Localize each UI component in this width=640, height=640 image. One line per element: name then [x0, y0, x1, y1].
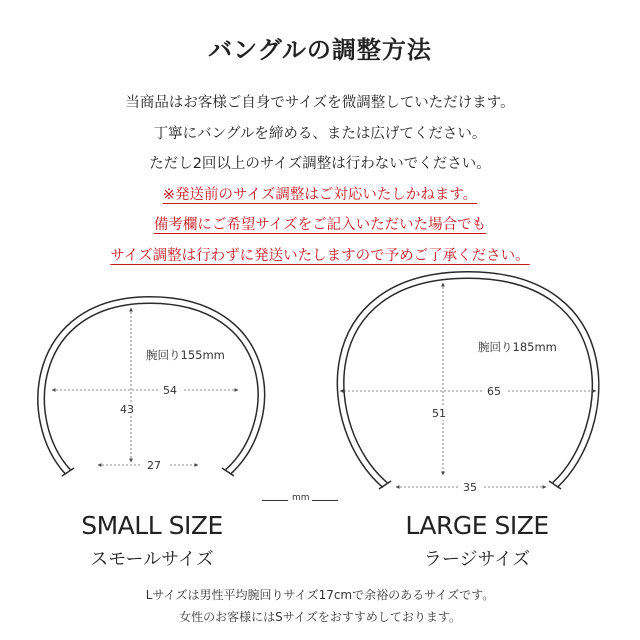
large-bangle — [341, 275, 596, 489]
unit-legend — [262, 493, 342, 507]
large-size-name: LARGE SIZE — [405, 511, 549, 540]
large-size-name-jp: ラージサイズ — [423, 549, 531, 570]
warning-line-2: 備考欄にご希望サイズをご記入いただいた場合でも — [153, 217, 487, 233]
large-height-value: 51 — [432, 407, 446, 420]
large-opening-value: 35 — [463, 481, 477, 494]
footer-note — [0, 584, 640, 628]
large-wrist-label: 腕回り185mm — [478, 340, 557, 354]
footer-line-1: Lサイズは男性平均腕回りサイズ17cmで余裕のあるサイズです。 — [145, 588, 495, 602]
large-bangle-outline — [341, 275, 596, 485]
small-size-name: SMALL SIZE — [81, 511, 223, 540]
small-width-value: 54 — [163, 384, 177, 397]
large-dimensions — [340, 283, 596, 494]
instruction-line-1: 当商品はお客様ご自身でサイズを微調整していただけます。 — [125, 95, 515, 111]
instruction-line-2: 丁寧にバングルを締める、または広げてください。 — [153, 125, 487, 142]
small-bangle-inner — [41, 300, 261, 472]
warning-line-3: サイズ調整は行わずに発送いたしますので予めご了承ください。 — [110, 247, 530, 264]
small-size-name-jp: スモールサイズ — [90, 549, 214, 570]
large-width-value: 65 — [487, 385, 501, 398]
page-title: バングルの調整方法 — [208, 36, 432, 64]
small-height-value: 43 — [120, 403, 134, 416]
footer-line-2: 女性のお客様にはSサイズをおすすめしております。 — [179, 610, 461, 624]
instruction-line-3: ただし2回以上のサイズ調整は行わないでください。 — [149, 156, 491, 172]
small-bangle — [41, 300, 261, 476]
small-opening-value: 27 — [147, 459, 161, 472]
large-bangle-inner — [341, 275, 596, 485]
warning-line-1: ※発送前のサイズ調整はご対応いたしかねます。 — [162, 186, 478, 203]
small-dimensions — [52, 308, 238, 472]
unit-label: mm — [292, 493, 310, 503]
small-wrist-label: 腕回り155mm — [146, 348, 225, 362]
